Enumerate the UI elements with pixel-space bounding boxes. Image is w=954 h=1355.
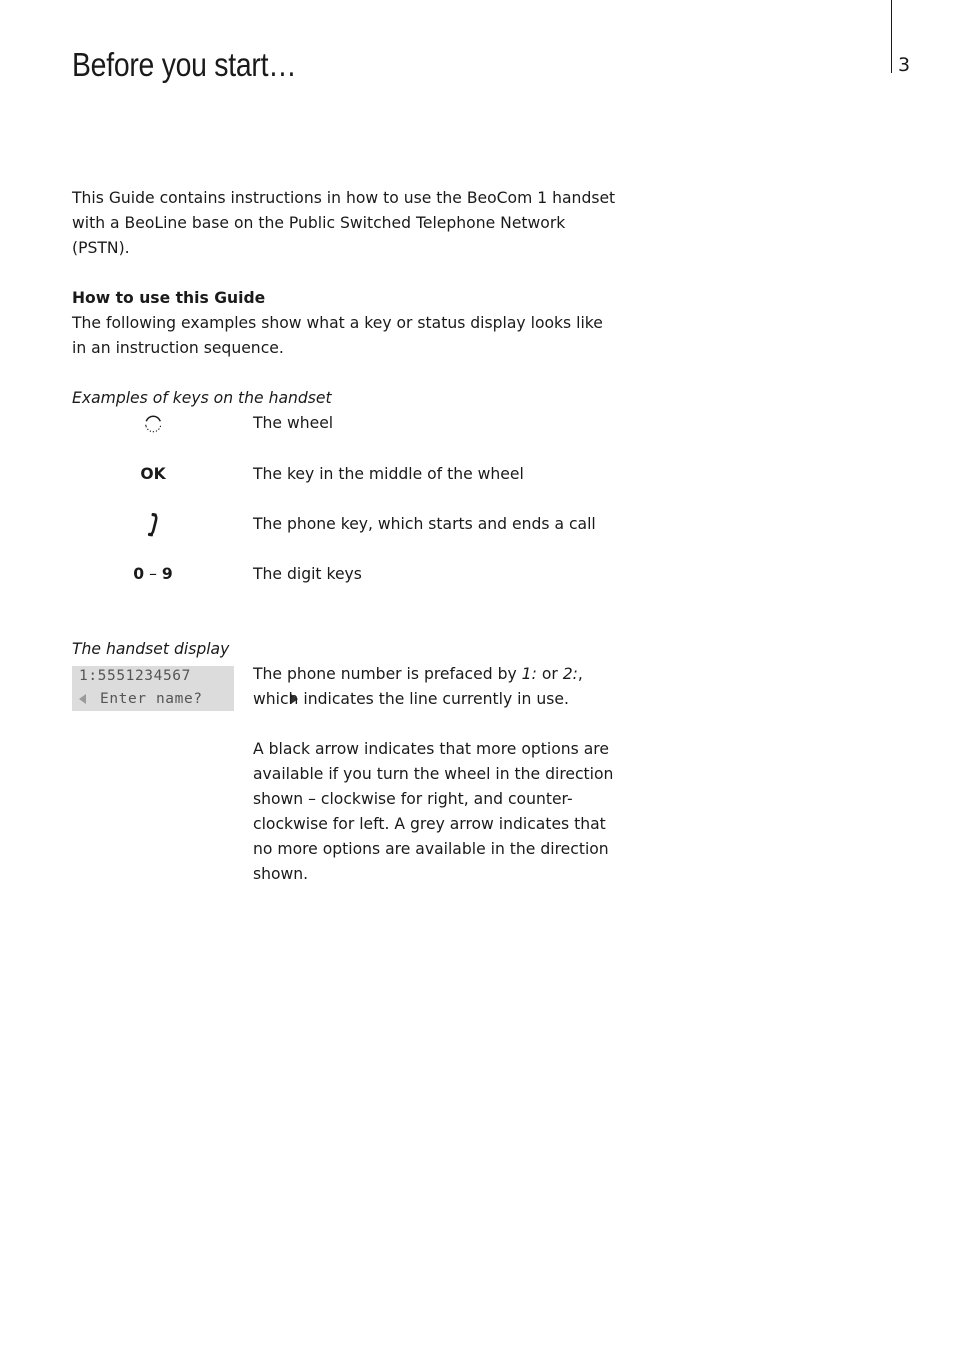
how-to-heading: How to use this Guide — [72, 289, 266, 307]
ok-key-label: OK — [140, 465, 166, 483]
wheel-icon — [72, 411, 234, 436]
key-row-phone — [72, 512, 632, 537]
digit-range-dash: – — [149, 565, 157, 583]
digit-keys-label — [72, 562, 234, 587]
line-1-prefix: 1: — [521, 665, 537, 683]
display-description-start: The phone number is prefaced by — [253, 665, 522, 683]
how-to-paragraph: The following examples show what a key or status display looks like in an instruction sequence. — [72, 314, 603, 357]
digit-start: 0 — [133, 565, 145, 583]
key-row-ok — [72, 462, 632, 487]
arrow-description: A black arrow indicates that more options are available if you turn the wheel in the direction shown – clockwise for right, and counter-clockwise for left. A grey arrow indicates that no more options are available in the direction shown. — [253, 740, 614, 883]
key-row-digits — [72, 562, 632, 587]
phone-key-icon — [72, 512, 234, 537]
key-description: The digit keys — [253, 565, 362, 583]
display-description-end: , which indicates the line currently in use. — [253, 665, 583, 708]
display-description-or: or — [536, 665, 563, 683]
display-description — [253, 662, 623, 712]
key-description: The phone key, which starts and ends a call — [253, 515, 596, 533]
page-number: 3 — [898, 54, 911, 76]
handset-display-example — [72, 666, 234, 711]
intro-paragraph: This Guide contains instructions in how to use the BeoCom 1 handset with a BeoLine base on the Public Switched Telephone Network (PSTN). — [72, 189, 616, 257]
line-2-prefix: 2: — [562, 665, 578, 683]
display-heading: The handset display — [72, 640, 230, 658]
key-description: The key in the middle of the wheel — [253, 465, 524, 483]
key-description: The wheel — [253, 414, 334, 432]
page-title: Before you start… — [72, 46, 297, 83]
display-phone-number: 1:5551234567 — [79, 668, 191, 684]
keys-heading: Examples of keys on the handset — [72, 389, 332, 407]
page-divider-line — [891, 0, 892, 73]
display-prompt: Enter name? — [100, 691, 203, 707]
key-row-wheel — [72, 411, 632, 436]
digit-end: 9 — [161, 565, 173, 583]
left-arrow-icon — [79, 694, 86, 704]
